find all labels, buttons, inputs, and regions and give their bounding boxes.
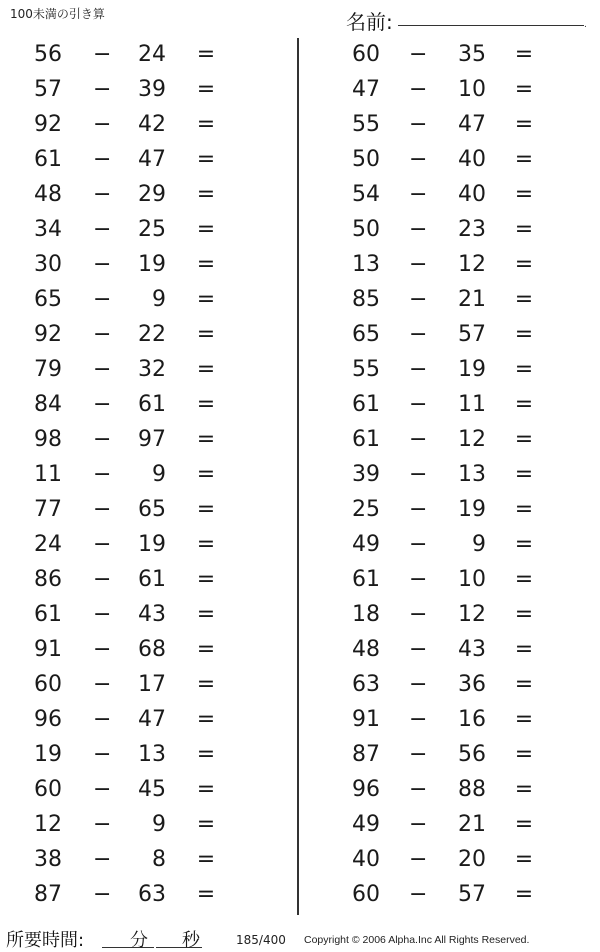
problem-row	[302, 108, 592, 143]
minuend: 11	[34, 462, 62, 487]
page-count: 185/400	[236, 933, 286, 947]
subtrahend: 12	[458, 602, 486, 627]
subtrahend: 25	[138, 217, 166, 242]
problem-row	[302, 843, 592, 878]
minuend: 98	[34, 427, 62, 452]
problem-row	[302, 73, 592, 108]
problem-row	[302, 633, 592, 668]
equals-sign: =	[196, 707, 216, 732]
problem-row	[0, 248, 290, 283]
minuend: 50	[352, 147, 380, 172]
equals-sign: =	[196, 637, 216, 662]
minuend: 92	[34, 322, 62, 347]
right-problem-column	[302, 38, 592, 913]
subtrahend: 8	[152, 847, 166, 872]
copyright: Copyright © 2006 Alpha.Inc All Rights Reserved.	[304, 934, 530, 946]
minus-sign: −	[93, 77, 112, 102]
problem-row	[302, 213, 592, 248]
problem-row	[0, 668, 290, 703]
equals-sign: =	[196, 357, 216, 382]
problem-row	[302, 178, 592, 213]
minuend: 38	[34, 847, 62, 872]
problem-row	[302, 143, 592, 178]
subtrahend: 63	[138, 882, 166, 907]
equals-sign: =	[196, 147, 216, 172]
minuend: 40	[352, 847, 380, 872]
minuend: 92	[34, 112, 62, 137]
problem-row	[302, 668, 592, 703]
seconds-unit: 秒	[182, 930, 200, 951]
minuend: 84	[34, 392, 62, 417]
problem-row	[302, 353, 592, 388]
subtrahend: 29	[138, 182, 166, 207]
equals-sign: =	[514, 322, 534, 347]
minus-sign: −	[93, 147, 112, 172]
equals-sign: =	[514, 532, 534, 557]
subtrahend: 10	[458, 77, 486, 102]
time-label: 所要時間:	[6, 930, 85, 951]
minuend: 60	[352, 42, 380, 67]
subtrahend: 9	[152, 287, 166, 312]
problem-row	[302, 773, 592, 808]
minus-sign: −	[93, 462, 112, 487]
problem-row	[302, 528, 592, 563]
minuend: 79	[34, 357, 62, 382]
subtrahend: 57	[458, 322, 486, 347]
minus-sign: −	[93, 637, 112, 662]
subtrahend: 12	[458, 427, 486, 452]
subtrahend: 21	[458, 287, 486, 312]
minus-sign: −	[93, 707, 112, 732]
minuend: 65	[34, 287, 62, 312]
equals-sign: =	[196, 882, 216, 907]
name-field[interactable]	[398, 25, 584, 26]
equals-sign: =	[514, 427, 534, 452]
subtrahend: 61	[138, 567, 166, 592]
equals-sign: =	[196, 392, 216, 417]
subtrahend: 9	[472, 532, 486, 557]
equals-sign: =	[514, 847, 534, 872]
problem-row	[0, 108, 290, 143]
minuend: 61	[34, 147, 62, 172]
left-problem-column	[0, 38, 290, 913]
subtrahend: 97	[138, 427, 166, 452]
minuend: 49	[352, 812, 380, 837]
problem-row	[0, 423, 290, 458]
subtrahend: 61	[138, 392, 166, 417]
equals-sign: =	[514, 217, 534, 242]
minus-sign: −	[93, 602, 112, 627]
problem-row	[0, 493, 290, 528]
equals-sign: =	[514, 672, 534, 697]
minus-sign: −	[409, 532, 428, 557]
subtrahend: 65	[138, 497, 166, 522]
minuend: 60	[34, 777, 62, 802]
minus-sign: −	[93, 392, 112, 417]
problem-row	[0, 353, 290, 388]
equals-sign: =	[514, 182, 534, 207]
problem-row	[0, 843, 290, 878]
minus-sign: −	[93, 112, 112, 137]
equals-sign: =	[514, 882, 534, 907]
minus-sign: −	[93, 532, 112, 557]
subtrahend: 47	[138, 707, 166, 732]
equals-sign: =	[514, 287, 534, 312]
equals-sign: =	[514, 42, 534, 67]
equals-sign: =	[514, 637, 534, 662]
equals-sign: =	[196, 847, 216, 872]
subtrahend: 19	[138, 532, 166, 557]
minuend: 13	[352, 252, 380, 277]
problem-row	[302, 738, 592, 773]
minus-sign: −	[409, 322, 428, 347]
problem-row	[0, 878, 290, 913]
minuend: 61	[34, 602, 62, 627]
subtrahend: 56	[458, 742, 486, 767]
problem-row	[0, 388, 290, 423]
minus-sign: −	[409, 182, 428, 207]
subtrahend: 16	[458, 707, 486, 732]
minuend: 96	[34, 707, 62, 732]
subtrahend: 17	[138, 672, 166, 697]
minuend: 65	[352, 322, 380, 347]
subtrahend: 32	[138, 357, 166, 382]
problem-row	[0, 703, 290, 738]
equals-sign: =	[196, 217, 216, 242]
minuend: 61	[352, 392, 380, 417]
problem-row	[0, 738, 290, 773]
equals-sign: =	[514, 462, 534, 487]
subtrahend: 43	[458, 637, 486, 662]
problem-row	[0, 283, 290, 318]
minuend: 91	[34, 637, 62, 662]
equals-sign: =	[196, 672, 216, 697]
subtrahend: 10	[458, 567, 486, 592]
minuend: 55	[352, 112, 380, 137]
minus-sign: −	[93, 217, 112, 242]
problem-row	[302, 248, 592, 283]
problem-row	[0, 38, 290, 73]
name-label: 名前:	[346, 10, 393, 34]
subtrahend: 42	[138, 112, 166, 137]
problem-row	[302, 808, 592, 843]
subtrahend: 35	[458, 42, 486, 67]
minuend: 57	[34, 77, 62, 102]
minuend: 61	[352, 427, 380, 452]
equals-sign: =	[196, 182, 216, 207]
minuend: 19	[34, 742, 62, 767]
minuend: 54	[352, 182, 380, 207]
minus-sign: −	[93, 742, 112, 767]
equals-sign: =	[196, 497, 216, 522]
minus-sign: −	[409, 707, 428, 732]
minus-sign: −	[409, 672, 428, 697]
problem-row	[0, 318, 290, 353]
subtrahend: 23	[458, 217, 486, 242]
equals-sign: =	[196, 742, 216, 767]
minuend: 30	[34, 252, 62, 277]
minuend: 87	[352, 742, 380, 767]
minuend: 12	[34, 812, 62, 837]
problem-row	[302, 598, 592, 633]
problem-row	[302, 318, 592, 353]
equals-sign: =	[514, 567, 534, 592]
equals-sign: =	[514, 392, 534, 417]
minuend: 96	[352, 777, 380, 802]
minutes-unit: 分	[130, 930, 148, 951]
minuend: 50	[352, 217, 380, 242]
minus-sign: −	[409, 497, 428, 522]
equals-sign: =	[514, 812, 534, 837]
minus-sign: −	[409, 462, 428, 487]
subtrahend: 47	[458, 112, 486, 137]
subtrahend: 19	[458, 497, 486, 522]
problem-row	[302, 878, 592, 913]
minus-sign: −	[409, 427, 428, 452]
minuend: 55	[352, 357, 380, 382]
minus-sign: −	[409, 252, 428, 277]
subtrahend: 21	[458, 812, 486, 837]
subtrahend: 19	[458, 357, 486, 382]
problem-row	[302, 493, 592, 528]
subtrahend: 43	[138, 602, 166, 627]
problem-row	[302, 563, 592, 598]
equals-sign: =	[514, 497, 534, 522]
equals-sign: =	[196, 777, 216, 802]
minus-sign: −	[409, 112, 428, 137]
minus-sign: −	[93, 42, 112, 67]
equals-sign: =	[196, 42, 216, 67]
minuend: 34	[34, 217, 62, 242]
problem-row	[0, 633, 290, 668]
minuend: 18	[352, 602, 380, 627]
subtrahend: 13	[458, 462, 486, 487]
subtrahend: 22	[138, 322, 166, 347]
minus-sign: −	[93, 427, 112, 452]
minuend: 24	[34, 532, 62, 557]
subtrahend: 12	[458, 252, 486, 277]
minus-sign: −	[409, 217, 428, 242]
worksheet-title: 100未満の引き算	[10, 7, 105, 21]
problem-row	[0, 458, 290, 493]
problem-row	[0, 178, 290, 213]
problem-row	[302, 703, 592, 738]
minus-sign: −	[409, 42, 428, 67]
equals-sign: =	[514, 707, 534, 732]
minus-sign: −	[409, 392, 428, 417]
equals-sign: =	[196, 252, 216, 277]
subtrahend: 47	[138, 147, 166, 172]
subtrahend: 9	[152, 462, 166, 487]
minuend: 60	[34, 672, 62, 697]
minus-sign: −	[409, 847, 428, 872]
equals-sign: =	[514, 742, 534, 767]
minus-sign: −	[93, 567, 112, 592]
problem-row	[0, 143, 290, 178]
minus-sign: −	[409, 147, 428, 172]
minus-sign: −	[93, 847, 112, 872]
minus-sign: −	[93, 882, 112, 907]
equals-sign: =	[514, 777, 534, 802]
subtrahend: 40	[458, 147, 486, 172]
minus-sign: −	[93, 497, 112, 522]
subtrahend: 68	[138, 637, 166, 662]
minus-sign: −	[409, 742, 428, 767]
equals-sign: =	[196, 427, 216, 452]
minuend: 56	[34, 42, 62, 67]
subtrahend: 13	[138, 742, 166, 767]
minuend: 77	[34, 497, 62, 522]
problem-row	[302, 458, 592, 493]
problem-row	[0, 73, 290, 108]
minus-sign: −	[409, 637, 428, 662]
equals-sign: =	[196, 112, 216, 137]
equals-sign: =	[196, 462, 216, 487]
minus-sign: −	[93, 252, 112, 277]
minuend: 61	[352, 567, 380, 592]
equals-sign: =	[196, 602, 216, 627]
subtrahend: 57	[458, 882, 486, 907]
equals-sign: =	[196, 322, 216, 347]
equals-sign: =	[514, 357, 534, 382]
minus-sign: −	[409, 287, 428, 312]
problem-row	[302, 283, 592, 318]
minuend: 49	[352, 532, 380, 557]
equals-sign: =	[196, 77, 216, 102]
minus-sign: −	[409, 812, 428, 837]
minus-sign: −	[409, 777, 428, 802]
minuend: 85	[352, 287, 380, 312]
minus-sign: −	[409, 77, 428, 102]
equals-sign: =	[514, 602, 534, 627]
minus-sign: −	[93, 357, 112, 382]
minuend: 47	[352, 77, 380, 102]
equals-sign: =	[196, 567, 216, 592]
minuend: 39	[352, 462, 380, 487]
equals-sign: =	[514, 252, 534, 277]
equals-sign: =	[196, 287, 216, 312]
minus-sign: −	[409, 357, 428, 382]
minus-sign: −	[409, 602, 428, 627]
minuend: 91	[352, 707, 380, 732]
subtrahend: 19	[138, 252, 166, 277]
minuend: 63	[352, 672, 380, 697]
problem-row	[0, 213, 290, 248]
minus-sign: −	[93, 322, 112, 347]
subtrahend: 40	[458, 182, 486, 207]
subtrahend: 39	[138, 77, 166, 102]
problem-row	[0, 563, 290, 598]
minus-sign: −	[409, 567, 428, 592]
subtrahend: 24	[138, 42, 166, 67]
problem-row	[0, 598, 290, 633]
equals-sign: =	[514, 112, 534, 137]
problem-row	[302, 388, 592, 423]
subtrahend: 88	[458, 777, 486, 802]
problem-row	[302, 423, 592, 458]
equals-sign: =	[514, 77, 534, 102]
name-line-dot: .	[584, 20, 587, 30]
minus-sign: −	[93, 812, 112, 837]
subtrahend: 20	[458, 847, 486, 872]
minuend: 87	[34, 882, 62, 907]
minus-sign: −	[93, 182, 112, 207]
minuend: 48	[352, 637, 380, 662]
equals-sign: =	[196, 812, 216, 837]
subtrahend: 11	[458, 392, 486, 417]
minuend: 86	[34, 567, 62, 592]
problem-row	[302, 38, 592, 73]
equals-sign: =	[196, 532, 216, 557]
minuend: 25	[352, 497, 380, 522]
column-divider	[297, 38, 299, 915]
minus-sign: −	[93, 777, 112, 802]
subtrahend: 45	[138, 777, 166, 802]
minus-sign: −	[409, 882, 428, 907]
equals-sign: =	[514, 147, 534, 172]
problem-row	[0, 808, 290, 843]
minuend: 48	[34, 182, 62, 207]
problem-row	[0, 528, 290, 563]
minus-sign: −	[93, 672, 112, 697]
problem-row	[0, 773, 290, 808]
subtrahend: 36	[458, 672, 486, 697]
minuend: 60	[352, 882, 380, 907]
minus-sign: −	[93, 287, 112, 312]
subtrahend: 9	[152, 812, 166, 837]
